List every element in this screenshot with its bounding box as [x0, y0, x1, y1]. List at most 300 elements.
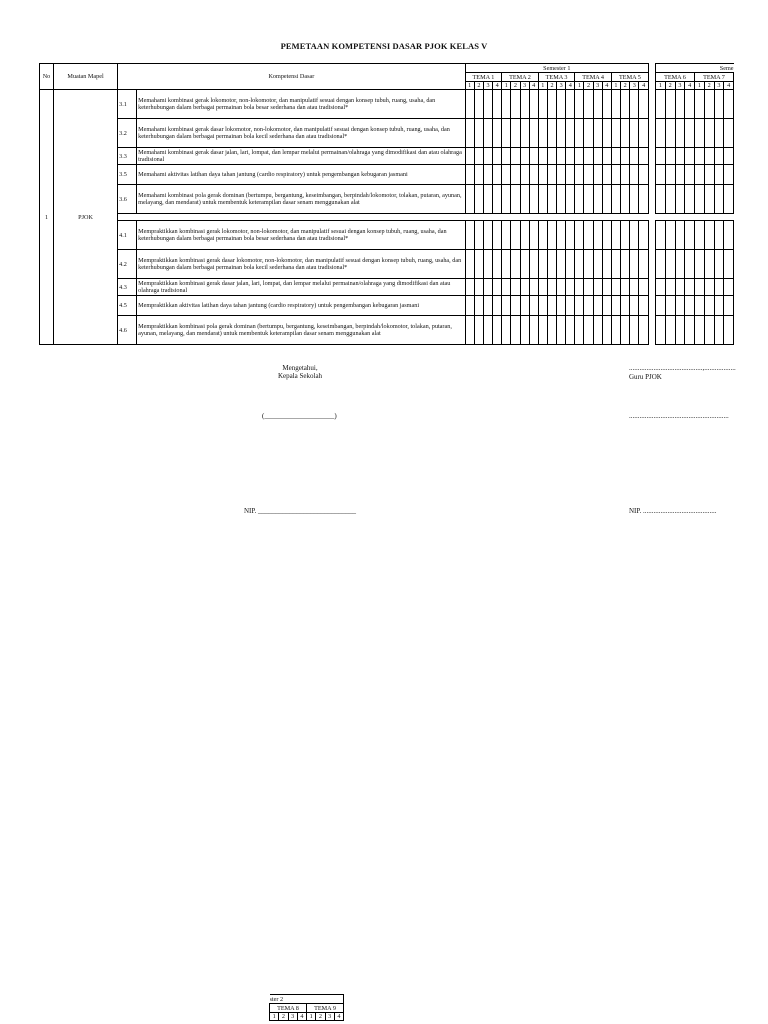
mapping-cell	[611, 221, 620, 250]
mapping-cell	[493, 316, 502, 345]
mapping-cell	[520, 316, 529, 345]
mapping-cell	[511, 279, 520, 296]
mapping-cell	[474, 221, 483, 250]
mapping-cell	[474, 250, 483, 279]
mapping-cell	[675, 296, 685, 316]
mapping-cell	[474, 148, 483, 165]
mapping-cell	[630, 185, 639, 214]
mapping-cell	[611, 90, 620, 119]
mapping-cell	[602, 279, 611, 296]
mapping-cell	[474, 119, 483, 148]
mapping-cell	[502, 316, 511, 345]
mapping-cell	[483, 296, 492, 316]
mapping-cell	[465, 165, 474, 185]
mapping-cell	[714, 90, 724, 119]
col-header-kd: Kompetensi Dasar	[118, 64, 466, 90]
mapping-cell	[724, 296, 734, 316]
mapping-cell	[695, 279, 705, 296]
mapping-cell	[665, 119, 675, 148]
mapping-cell	[584, 221, 593, 250]
week-number: 3	[288, 1013, 297, 1021]
week-number: 3	[483, 82, 492, 90]
mapping-cell	[502, 119, 511, 148]
week-number: 2	[279, 1013, 288, 1021]
mapping-cell	[621, 119, 630, 148]
kd-description	[137, 316, 466, 345]
group-separator	[118, 214, 649, 221]
kd-description	[137, 148, 466, 165]
tema-header: TEMA 1	[465, 73, 502, 82]
mapping-cell	[529, 90, 538, 119]
mapping-cell	[520, 119, 529, 148]
tema-header: TEMA 3	[538, 73, 575, 82]
mapping-cell	[575, 250, 584, 279]
mapping-cell	[704, 148, 714, 165]
mapping-cell	[630, 279, 639, 296]
kd-code: 4.2	[118, 250, 137, 279]
week-number: 4	[566, 82, 575, 90]
mapping-cell	[675, 221, 685, 250]
mapping-cell	[656, 148, 666, 165]
mapping-cell	[465, 221, 474, 250]
mapping-cell	[639, 316, 649, 345]
mapping-cell	[483, 90, 492, 119]
week-number: 3	[630, 82, 639, 90]
week-number: 2	[621, 82, 630, 90]
week-number: 4	[639, 82, 649, 90]
mapping-cell	[493, 148, 502, 165]
mapping-cell	[714, 279, 724, 296]
mapping-cell	[639, 296, 649, 316]
mapping-cell	[724, 165, 734, 185]
mapping-cell	[566, 185, 575, 214]
mapping-cell	[724, 185, 734, 214]
mapping-cell	[611, 296, 620, 316]
mapping-cell	[557, 185, 566, 214]
mapping-cell	[474, 296, 483, 316]
mapping-cell	[575, 296, 584, 316]
mapping-cell	[483, 316, 492, 345]
mapping-cell	[511, 185, 520, 214]
mapping-cell	[547, 279, 556, 296]
mapping-cell	[695, 165, 705, 185]
mapping-cell	[538, 316, 547, 345]
week-number: 4	[685, 82, 695, 90]
mapping-cell	[621, 185, 630, 214]
mapping-cell	[547, 148, 556, 165]
mapping-cell	[593, 165, 602, 185]
mapping-cell	[621, 316, 630, 345]
semester2-table-part2	[269, 994, 344, 1021]
mapping-cell	[557, 279, 566, 296]
mapping-cell	[593, 90, 602, 119]
mapping-cell	[685, 316, 695, 345]
mapping-cell	[575, 119, 584, 148]
headmaster-role: Kepala Sekolah	[277, 372, 323, 380]
mapping-cell	[584, 119, 593, 148]
mapping-cell	[621, 148, 630, 165]
mapping-cell	[529, 296, 538, 316]
week-number: 3	[557, 82, 566, 90]
kd-code: 3.3	[118, 148, 137, 165]
kd-description	[137, 250, 466, 279]
teacher-nip: NIP. ..........................................	[629, 507, 717, 515]
mapping-cell	[724, 119, 734, 148]
mapping-cell	[547, 90, 556, 119]
week-number: 4	[724, 82, 734, 90]
tema-header: TEMA 6	[656, 73, 695, 82]
mapping-cell	[529, 119, 538, 148]
week-number: 3	[520, 82, 529, 90]
mapping-cell	[621, 90, 630, 119]
mapping-cell	[656, 119, 666, 148]
mapping-cell	[584, 296, 593, 316]
week-number: 4	[493, 82, 502, 90]
mapping-cell	[547, 316, 556, 345]
mapping-cell	[675, 119, 685, 148]
mapping-cell	[520, 185, 529, 214]
kd-text: Mempraktikkan kombinasi gerak dasar jalan, lari, lompat, dan lempar melalui permainan/olahraga yang dimodifikasi dan atau olahraga tradisional	[138, 280, 451, 294]
mapping-cell	[483, 148, 492, 165]
week-number: 3	[593, 82, 602, 90]
mapping-cell	[724, 316, 734, 345]
mapping-cell	[611, 316, 620, 345]
mapping-cell	[465, 148, 474, 165]
mapping-cell	[704, 296, 714, 316]
mapping-cell	[639, 221, 649, 250]
mapping-cell	[630, 148, 639, 165]
mapping-cell	[520, 221, 529, 250]
mapping-cell	[502, 296, 511, 316]
mapping-cell	[566, 221, 575, 250]
week-number: 2	[704, 82, 714, 90]
week-number: 1	[307, 1013, 316, 1021]
mapping-cell	[714, 119, 724, 148]
mapping-cell	[665, 316, 675, 345]
mapping-cell	[483, 221, 492, 250]
mapping-cell	[538, 90, 547, 119]
mapping-cell	[656, 165, 666, 185]
mapping-cell	[584, 148, 593, 165]
kd-text: Mempraktikkan aktivitas latihan daya tahan jantung (cardio respiratory) untuk pengembangan kebugaran jasmani	[138, 302, 420, 309]
semester2-header-part1: Seme	[656, 64, 734, 73]
mapping-cell	[695, 221, 705, 250]
mapping-cell	[483, 165, 492, 185]
mapping-cell	[675, 148, 685, 165]
mapping-cell	[656, 90, 666, 119]
tema-header: TEMA 2	[502, 73, 539, 82]
col-header-no: No	[40, 64, 54, 90]
signature-headmaster-block	[240, 364, 360, 380]
mapping-cell	[611, 165, 620, 185]
week-number: 1	[270, 1013, 279, 1021]
mapping-cell	[593, 185, 602, 214]
kd-text: Memahami kombinasi gerak lokomotor, non-lokomotor, dan manipulatif sesuai dengan konsep tubuh, ruang, usaha, dan keterhubungan dalam berbagai permainan bola besar sederhana dan atau tradisional*	[138, 97, 436, 111]
kd-text: Mempraktikkan kombinasi gerak lokomotor, non-lokomotor, dan manipulatif sesuai dengan konsep tubuh, ruang, usaha, dan keterhubungan dalam berbagai permainan bola besar sederhana dan atau tradisional*	[138, 228, 447, 242]
mapping-cell	[685, 90, 695, 119]
mapping-cell	[474, 185, 483, 214]
mapping-cell	[621, 279, 630, 296]
week-number: 1	[695, 82, 705, 90]
mapping-cell	[630, 90, 639, 119]
mapping-cell	[566, 316, 575, 345]
mapping-cell	[502, 221, 511, 250]
mapping-cell	[557, 119, 566, 148]
kd-text: Memahami kombinasi pola gerak dominan (bertumpu, bergantung, keseimbangan, berpindah/lokomotor, tolakan, putaran, ayunan, melayang, dan mendarat) untuk membentuk keterampilan dasar senam menggunakan alat	[138, 192, 462, 206]
mapping-cell	[502, 185, 511, 214]
mapping-cell	[520, 148, 529, 165]
mapping-cell	[465, 316, 474, 345]
mapping-cell	[665, 296, 675, 316]
mapping-cell	[566, 296, 575, 316]
page-title: PEMETAAN KOMPETENSI DASAR PJOK KELAS V	[280, 41, 488, 51]
mapping-cell	[584, 279, 593, 296]
mapping-cell	[547, 165, 556, 185]
mapping-cell	[529, 250, 538, 279]
mapping-cell	[714, 296, 724, 316]
mapping-cell	[630, 221, 639, 250]
kd-text: Mempraktikkan kombinasi pola gerak dominan (bertumpu, bergantung, keseimbangan, berpindah/lokomotor, tolakan, putaran, ayunan, melayang, dan mendarat) untuk membentuk keterampilan dasar senam menggunakan alat	[138, 323, 452, 337]
mapping-cell	[575, 90, 584, 119]
mapping-cell	[675, 165, 685, 185]
week-number: 1	[538, 82, 547, 90]
mapping-cell	[704, 119, 714, 148]
week-number: 1	[611, 82, 620, 90]
kd-description	[137, 185, 466, 214]
mapping-cell	[593, 119, 602, 148]
mapping-cell	[602, 185, 611, 214]
mapping-cell	[685, 250, 695, 279]
mapping-cell	[529, 279, 538, 296]
kd-description	[137, 296, 466, 316]
mapping-cell	[575, 148, 584, 165]
mapping-cell	[611, 279, 620, 296]
mapping-cell	[474, 316, 483, 345]
mapping-cell	[593, 279, 602, 296]
week-number: 3	[675, 82, 685, 90]
kd-code: 4.6	[118, 316, 137, 345]
mapping-cell	[714, 185, 724, 214]
mapping-cell	[493, 165, 502, 185]
mapping-cell	[621, 165, 630, 185]
mapping-cell	[566, 250, 575, 279]
mapping-cell	[547, 296, 556, 316]
mapping-cell	[511, 119, 520, 148]
mapping-cell	[665, 165, 675, 185]
mapping-cell	[611, 119, 620, 148]
mapping-cell	[656, 316, 666, 345]
mapping-cell	[511, 221, 520, 250]
mapping-cell	[675, 90, 685, 119]
week-number: 3	[325, 1013, 334, 1021]
mapping-cell	[656, 250, 666, 279]
week-number: 2	[584, 82, 593, 90]
semester1-header: Semester 1	[465, 64, 648, 73]
tema-header: TEMA 4	[575, 73, 612, 82]
mapping-cell	[639, 148, 649, 165]
mapping-cell	[520, 165, 529, 185]
mapping-cell	[538, 119, 547, 148]
mapping-cell	[511, 148, 520, 165]
mapping-cell	[511, 296, 520, 316]
mapping-cell	[465, 185, 474, 214]
mapping-cell	[602, 165, 611, 185]
mapping-cell	[529, 221, 538, 250]
semester2-header-part2: ster 2	[270, 995, 344, 1004]
week-number: 1	[465, 82, 474, 90]
mapping-cell	[538, 296, 547, 316]
mapping-cell	[465, 279, 474, 296]
mapping-cell	[685, 185, 695, 214]
mapping-cell	[695, 119, 705, 148]
mapping-cell	[465, 90, 474, 119]
mapping-cell	[656, 221, 666, 250]
mapping-cell	[566, 279, 575, 296]
week-number: 2	[547, 82, 556, 90]
week-number: 3	[714, 82, 724, 90]
week-number: 2	[665, 82, 675, 90]
mapping-cell	[695, 148, 705, 165]
mapping-cell	[493, 279, 502, 296]
mapping-cell	[665, 221, 675, 250]
mapping-cell	[685, 148, 695, 165]
mapping-cell	[520, 296, 529, 316]
kd-description	[137, 165, 466, 185]
mapping-cell	[529, 316, 538, 345]
headmaster-nip: NIP. ____________________________	[244, 507, 357, 515]
mapping-cell	[493, 221, 502, 250]
week-number: 1	[502, 82, 511, 90]
mapping-cell	[529, 165, 538, 185]
mapping-cell	[630, 296, 639, 316]
mapping-cell	[529, 185, 538, 214]
mapping-cell	[520, 90, 529, 119]
mapping-cell	[621, 250, 630, 279]
mapping-cell	[695, 90, 705, 119]
mapping-cell	[656, 185, 666, 214]
mapping-cell	[593, 250, 602, 279]
week-number: 4	[529, 82, 538, 90]
mapping-cell	[695, 296, 705, 316]
mapping-cell	[602, 119, 611, 148]
mapping-cell	[493, 250, 502, 279]
mapping-cell	[593, 148, 602, 165]
mapping-cell	[630, 165, 639, 185]
kd-text: Memahami kombinasi gerak dasar lokomotor, non-lokomotor, dan manipulatif sesuai dengan konsep tubuh, ruang, usaha, dan keterhubungan dalam berbagai permainan bola kecil sederhana dan atau tradisional*	[138, 126, 450, 140]
kd-description	[137, 90, 466, 119]
mapping-cell	[724, 90, 734, 119]
mapping-cell	[511, 90, 520, 119]
mapping-cell	[630, 119, 639, 148]
mapping-cell	[502, 90, 511, 119]
week-number: 2	[316, 1013, 325, 1021]
mapping-cell	[665, 185, 675, 214]
mapping-cell	[584, 165, 593, 185]
week-number: 4	[602, 82, 611, 90]
mapping-cell	[493, 296, 502, 316]
mapping-cell	[656, 279, 666, 296]
mapping-cell	[602, 296, 611, 316]
mapping-cell	[675, 279, 685, 296]
mapping-cell	[639, 279, 649, 296]
kd-description	[137, 221, 466, 250]
kd-code: 3.1	[118, 90, 137, 119]
kd-text: Mempraktikkan kombinasi gerak dasar lokomotor, non-lokomotor, dan manipulatif sesuai dengan konsep tubuh, ruang, usaha, dan keterhubungan dalam berbagai permainan bola kecil sederhana dan atau tradisional*	[138, 257, 462, 271]
tema-header: TEMA 5	[611, 73, 648, 82]
mapping-cell	[724, 279, 734, 296]
mapping-cell	[602, 90, 611, 119]
mapping-cell	[547, 119, 556, 148]
mapping-cell	[529, 148, 538, 165]
mapping-cell	[538, 185, 547, 214]
mapping-cell	[639, 250, 649, 279]
kd-code: 3.6	[118, 185, 137, 214]
week-number: 4	[334, 1013, 343, 1021]
mapping-cell	[520, 279, 529, 296]
mapping-cell	[566, 90, 575, 119]
mapping-cell	[714, 165, 724, 185]
mapping-cell	[675, 316, 685, 345]
week-number: 4	[297, 1013, 306, 1021]
mapping-cell	[502, 279, 511, 296]
mapping-cell	[665, 90, 675, 119]
mapping-cell	[575, 279, 584, 296]
row-mapel: PJOK	[54, 90, 118, 345]
mapping-cell	[474, 90, 483, 119]
mapping-cell	[630, 316, 639, 345]
mapping-cell	[685, 221, 695, 250]
mapping-cell	[714, 316, 724, 345]
mapping-cell	[474, 165, 483, 185]
mapping-cell	[639, 185, 649, 214]
mapping-cell	[465, 296, 474, 316]
kd-code: 4.5	[118, 296, 137, 316]
mapping-cell	[566, 148, 575, 165]
mapping-cell	[656, 296, 666, 316]
mapping-cell	[584, 90, 593, 119]
kd-code: 4.1	[118, 221, 137, 250]
mapping-cell	[704, 90, 714, 119]
mapping-cell	[639, 165, 649, 185]
kd-mapping-table	[39, 63, 649, 345]
mapping-cell	[547, 250, 556, 279]
mapping-cell	[557, 221, 566, 250]
mapping-cell	[665, 148, 675, 165]
mapping-cell	[538, 221, 547, 250]
mapping-cell	[483, 279, 492, 296]
col-header-mapel: Muatan Mapel	[54, 64, 118, 90]
mapping-cell	[685, 119, 695, 148]
mapping-cell	[575, 165, 584, 185]
mapping-cell	[474, 279, 483, 296]
mapping-cell	[557, 165, 566, 185]
mapping-cell	[538, 279, 547, 296]
mapping-cell	[575, 221, 584, 250]
kd-code: 3.5	[118, 165, 137, 185]
mapping-cell	[566, 119, 575, 148]
mapping-cell	[575, 185, 584, 214]
mapping-cell	[483, 119, 492, 148]
kd-description	[137, 119, 466, 148]
week-number: 1	[575, 82, 584, 90]
mapping-cell	[704, 279, 714, 296]
mapping-cell	[714, 250, 724, 279]
week-number: 2	[511, 82, 520, 90]
mapping-cell	[704, 316, 714, 345]
mapping-cell	[511, 316, 520, 345]
mapping-cell	[675, 185, 685, 214]
mapping-cell	[557, 316, 566, 345]
